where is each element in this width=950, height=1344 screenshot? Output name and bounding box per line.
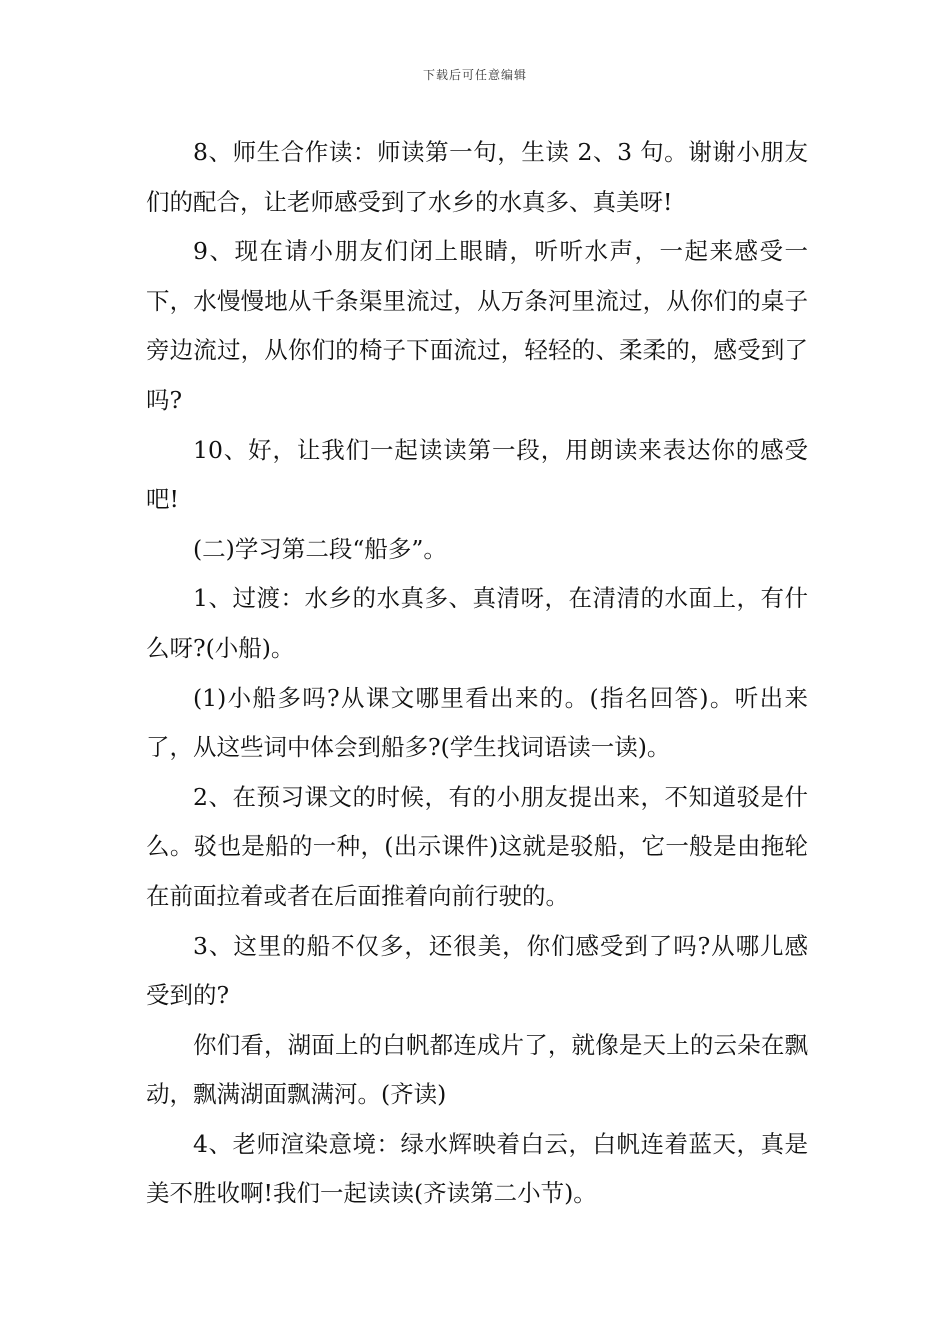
paragraph-4-scene: 4、老师渲染意境：绿水辉映着白云，白帆连着蓝天，真是美不胜收啊!我们一起读读(齐读第二小节)。: [146, 1129, 808, 1208]
document-body: [146, 128, 808, 1219]
paragraph-1-sub-1: (1)小船多吗?从课文哪里看出来的。(指名回答)。听出来了，从这些词中体会到船多?(学生找词语读一读)。: [146, 683, 808, 762]
paragraph-9: 9、现在请小朋友们闭上眼睛，听听水声，一起来感受一下，水慢慢地从千条渠里流过，从万条河里流过，从你们的桌子旁边流过，从你们的椅子下面流过，轻轻的、柔柔的，感受到了吗?: [146, 237, 808, 414]
paragraph-8: 8、师生合作读：师读第一句，生读 2、3 句。谢谢小朋友们的配合，让老师感受到了水乡的水真多、真美呀!: [146, 138, 808, 216]
paragraph-1-transition: 1、过渡：水乡的水真多、真清呀，在清清的水面上，有什么呀?(小船)。: [146, 584, 808, 662]
section-heading-part-two: (二)学习第二段“船多”。: [193, 534, 447, 563]
paragraph-10: 10、好，让我们一起读读第一段，用朗读来表达你的感受吧!: [146, 435, 808, 514]
paragraph-2-barge: 2、在预习课文的时候，有的小朋友提出来，不知道驳是什么。驳也是船的一种，(出示课件)这就是驳船，它一般是由拖轮在前面拉着或者在后面推着向前行驶的。: [146, 782, 808, 910]
page-header: 下载后可任意编辑: [422, 68, 527, 82]
paragraph-3-boats: 3、这里的船不仅多，还很美，你们感受到了吗?从哪儿感受到的?: [146, 931, 808, 1010]
paragraph-white-sails: 你们看，湖面上的白帆都连成片了，就像是天上的云朵在飘动，飘满湖面飘满河。(齐读): [146, 1030, 808, 1109]
